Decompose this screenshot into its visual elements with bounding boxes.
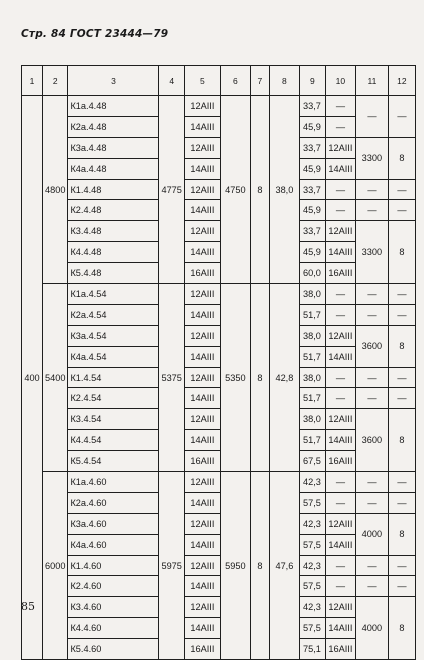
value-cell: — xyxy=(355,200,388,221)
rebar-cell: 14АIII xyxy=(325,158,355,179)
table-row xyxy=(22,388,416,409)
value-cell: 42,3 xyxy=(299,472,325,493)
value-cell: — xyxy=(355,284,388,305)
value-cell: — xyxy=(388,367,415,388)
rebar-cell: 14АIII xyxy=(325,618,355,639)
value-cell: 60,0 xyxy=(299,263,325,284)
rebar-cell: 14АIII xyxy=(325,430,355,451)
rebar-cell: 12АIII xyxy=(325,137,355,158)
value-cell: 38,0 xyxy=(299,284,325,305)
value-cell: 57,5 xyxy=(299,534,325,555)
table-row xyxy=(22,576,416,597)
value-cell: 8 xyxy=(388,325,415,367)
length-cell: 4800 xyxy=(43,96,68,284)
value-cell: 38,0 xyxy=(299,367,325,388)
table-row xyxy=(22,597,416,618)
value-cell: 8 xyxy=(388,137,415,179)
rebar-cell: 14АIII xyxy=(184,304,220,325)
rebar-cell: 14АIII xyxy=(184,388,220,409)
rebar-cell: 14АIII xyxy=(325,534,355,555)
rebar-cell: 14АIII xyxy=(184,158,220,179)
span-cell: 400 xyxy=(22,96,43,660)
mark-cell: К3.4.60 xyxy=(68,597,159,618)
value-cell: — xyxy=(388,200,415,221)
value-cell: 8 xyxy=(388,409,415,472)
value-cell: — xyxy=(388,96,415,138)
value-cell: 38,0 xyxy=(299,325,325,346)
table-row xyxy=(22,367,416,388)
mark-cell: К1.4.60 xyxy=(68,555,159,576)
rebar-cell: 12АIII xyxy=(184,597,220,618)
table-body xyxy=(22,66,416,660)
table-row xyxy=(22,472,416,493)
dim-cell: 5350 xyxy=(220,284,250,472)
rebar-cell: 12АIII xyxy=(184,284,220,305)
value-cell: — xyxy=(355,388,388,409)
mark-cell: К4.4.54 xyxy=(68,430,159,451)
rebar-cell: 14АIII xyxy=(325,242,355,263)
value-cell: — xyxy=(388,492,415,513)
rebar-cell: 14АIII xyxy=(184,242,220,263)
rebar-cell: 12АIII xyxy=(184,137,220,158)
mark-cell: К5.4.48 xyxy=(68,263,159,284)
rebar-cell: — xyxy=(325,96,355,117)
value-cell: — xyxy=(388,555,415,576)
table-row xyxy=(22,221,416,242)
table-row xyxy=(22,555,416,576)
rebar-cell: — xyxy=(325,367,355,388)
table-row xyxy=(22,179,416,200)
rebar-cell: 16АIII xyxy=(184,451,220,472)
value-cell: 57,5 xyxy=(299,618,325,639)
value-cell: 33,7 xyxy=(299,179,325,200)
table-row xyxy=(22,513,416,534)
page-header: Стр. 84 ГОСТ 23444—79 xyxy=(21,28,169,40)
rebar-cell: — xyxy=(325,116,355,137)
mark-cell: К3а.4.54 xyxy=(68,325,159,346)
value-cell: 8 xyxy=(388,221,415,284)
value-cell: 51,7 xyxy=(299,304,325,325)
value-cell: — xyxy=(388,576,415,597)
rebar-cell: 12АIII xyxy=(184,472,220,493)
mark-cell: К4.4.60 xyxy=(68,618,159,639)
mark-cell: К2.4.60 xyxy=(68,576,159,597)
value-cell: 3600 xyxy=(355,409,388,472)
header-row xyxy=(22,66,416,96)
table-row xyxy=(22,325,416,346)
column-header: 8 xyxy=(269,66,299,96)
value-cell: 67,5 xyxy=(299,451,325,472)
value-cell: 45,9 xyxy=(299,158,325,179)
rebar-cell: — xyxy=(325,555,355,576)
value-cell: — xyxy=(355,96,388,138)
value-cell: 3300 xyxy=(355,221,388,284)
rebar-cell: — xyxy=(325,200,355,221)
value-cell: 51,7 xyxy=(299,346,325,367)
count-cell: 8 xyxy=(250,284,269,472)
value-cell: 51,7 xyxy=(299,388,325,409)
mass-cell: 38,0 xyxy=(269,96,299,284)
rebar-cell: 14АIII xyxy=(184,492,220,513)
column-header: 2 xyxy=(43,66,68,96)
value-cell: — xyxy=(355,492,388,513)
length-cell: 6000 xyxy=(43,472,68,660)
rebar-cell: — xyxy=(325,388,355,409)
rebar-cell: 12АIII xyxy=(325,597,355,618)
value-cell: — xyxy=(388,388,415,409)
mark-cell: К1а.4.48 xyxy=(68,96,159,117)
rebar-cell: 12АIII xyxy=(325,513,355,534)
value-cell: 33,7 xyxy=(299,221,325,242)
table-row xyxy=(22,409,416,430)
mark-cell: К3а.4.48 xyxy=(68,137,159,158)
column-header: 12 xyxy=(388,66,415,96)
value-cell: 42,3 xyxy=(299,597,325,618)
column-header: 5 xyxy=(184,66,220,96)
column-header: 6 xyxy=(220,66,250,96)
value-cell: — xyxy=(355,472,388,493)
count-cell: 8 xyxy=(250,96,269,284)
value-cell: — xyxy=(388,284,415,305)
mark-cell: К4а.4.60 xyxy=(68,534,159,555)
rebar-cell: — xyxy=(325,284,355,305)
table-row xyxy=(22,284,416,305)
dim-cell: 5950 xyxy=(220,472,250,660)
count-cell: 8 xyxy=(250,472,269,660)
rebar-cell: 14АIII xyxy=(184,576,220,597)
value-cell: — xyxy=(355,576,388,597)
mark-cell: К3.4.54 xyxy=(68,409,159,430)
value-cell: 57,5 xyxy=(299,576,325,597)
rebar-cell: 12АIII xyxy=(184,221,220,242)
rebar-cell: 16АIII xyxy=(184,263,220,284)
rebar-cell: 12АIII xyxy=(184,367,220,388)
rebar-cell: 12АIII xyxy=(184,96,220,117)
rebar-cell: — xyxy=(325,472,355,493)
value-cell: 4000 xyxy=(355,597,388,660)
rebar-cell: 12АIII xyxy=(184,325,220,346)
value-cell: 45,9 xyxy=(299,200,325,221)
rebar-cell: — xyxy=(325,492,355,513)
value-cell: 4000 xyxy=(355,513,388,555)
column-header: 1 xyxy=(22,66,43,96)
value-cell: — xyxy=(355,304,388,325)
mass-cell: 47,6 xyxy=(269,472,299,660)
length-cell: 5400 xyxy=(43,284,68,472)
value-cell: 45,9 xyxy=(299,242,325,263)
rebar-cell: — xyxy=(325,576,355,597)
mark-cell: К3.4.48 xyxy=(68,221,159,242)
value-cell: 8 xyxy=(388,597,415,660)
mass-cell: 42,8 xyxy=(269,284,299,472)
value-cell: — xyxy=(355,555,388,576)
value-cell: 33,7 xyxy=(299,137,325,158)
rebar-cell: 12АIII xyxy=(184,513,220,534)
mark-cell: К2а.4.54 xyxy=(68,304,159,325)
value-cell: 3300 xyxy=(355,137,388,179)
value-cell: — xyxy=(388,472,415,493)
rebar-cell: 14АIII xyxy=(184,618,220,639)
dim-cell: 5375 xyxy=(159,284,184,472)
mark-cell: К2.4.48 xyxy=(68,200,159,221)
mark-cell: К4а.4.48 xyxy=(68,158,159,179)
rebar-cell: 14АIII xyxy=(184,116,220,137)
table-row xyxy=(22,492,416,513)
rebar-cell: 12АIII xyxy=(325,221,355,242)
value-cell: 38,0 xyxy=(299,409,325,430)
rebar-cell: 12АIII xyxy=(184,179,220,200)
mark-cell: К2а.4.60 xyxy=(68,492,159,513)
column-header: 4 xyxy=(159,66,184,96)
rebar-cell: 14АIII xyxy=(184,534,220,555)
value-cell: — xyxy=(388,179,415,200)
value-cell: 45,9 xyxy=(299,116,325,137)
mark-cell: К1а.4.60 xyxy=(68,472,159,493)
mark-cell: К5.4.54 xyxy=(68,451,159,472)
mark-cell: К2а.4.48 xyxy=(68,116,159,137)
value-cell: 75,1 xyxy=(299,639,325,660)
rebar-cell: 16АIII xyxy=(184,639,220,660)
value-cell: 42,3 xyxy=(299,513,325,534)
column-header: 9 xyxy=(299,66,325,96)
mark-cell: К5.4.60 xyxy=(68,639,159,660)
mark-cell: К4.4.48 xyxy=(68,242,159,263)
value-cell: 33,7 xyxy=(299,96,325,117)
reinforcement-table xyxy=(21,65,416,660)
rebar-cell: 14АIII xyxy=(184,430,220,451)
rebar-cell: 16АIII xyxy=(325,639,355,660)
rebar-cell: 12АIII xyxy=(184,409,220,430)
value-cell: — xyxy=(355,179,388,200)
value-cell: 57,5 xyxy=(299,492,325,513)
value-cell: 51,7 xyxy=(299,430,325,451)
mark-cell: К1а.4.54 xyxy=(68,284,159,305)
table-row xyxy=(22,96,416,117)
column-header: 7 xyxy=(250,66,269,96)
column-header: 10 xyxy=(325,66,355,96)
value-cell: — xyxy=(388,304,415,325)
page-number: 85 xyxy=(21,600,35,613)
column-header: 3 xyxy=(68,66,159,96)
column-header: 11 xyxy=(355,66,388,96)
rebar-cell: — xyxy=(325,179,355,200)
rebar-cell: 16АIII xyxy=(325,263,355,284)
mark-cell: К1.4.54 xyxy=(68,367,159,388)
value-cell: — xyxy=(355,367,388,388)
rebar-cell: 14АIII xyxy=(184,200,220,221)
rebar-cell: 14АIII xyxy=(184,346,220,367)
rebar-cell: 16АIII xyxy=(325,451,355,472)
mark-cell: К3а.4.60 xyxy=(68,513,159,534)
mark-cell: К2.4.54 xyxy=(68,388,159,409)
table-row xyxy=(22,137,416,158)
dim-cell: 5975 xyxy=(159,472,184,660)
value-cell: 42,3 xyxy=(299,555,325,576)
rebar-cell: 14АIII xyxy=(325,346,355,367)
rebar-cell: — xyxy=(325,304,355,325)
table-row xyxy=(22,200,416,221)
rebar-cell: 12АIII xyxy=(325,409,355,430)
rebar-cell: 12АIII xyxy=(325,325,355,346)
value-cell: 8 xyxy=(388,513,415,555)
rebar-cell: 12АIII xyxy=(184,555,220,576)
dim-cell: 4750 xyxy=(220,96,250,284)
mark-cell: К4а.4.54 xyxy=(68,346,159,367)
dim-cell: 4775 xyxy=(159,96,184,284)
value-cell: 3600 xyxy=(355,325,388,367)
table-row xyxy=(22,304,416,325)
mark-cell: К1.4.48 xyxy=(68,179,159,200)
